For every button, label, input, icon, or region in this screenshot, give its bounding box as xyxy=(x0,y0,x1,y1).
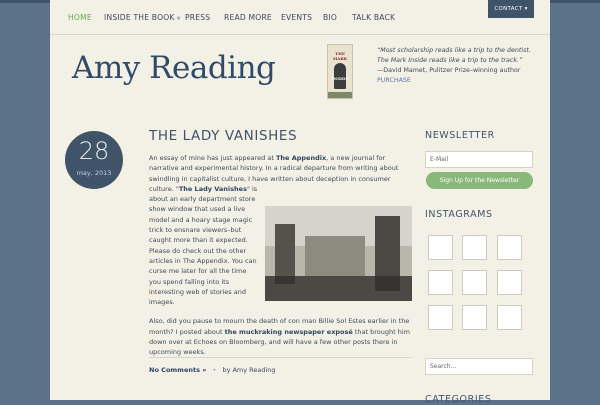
post-meta xyxy=(149,366,276,374)
post-text: that brought him down over at Echoes on Bloomberg, and will have a few other posts there in upcoming weeks. xyxy=(149,327,411,357)
newsletter-heading: NEWSLETTER xyxy=(425,130,495,141)
post-text: Also, did you pause to mourn the death of con man Billie Sol Estes earlier in the month? I posted about xyxy=(149,317,410,336)
instagram-thumbnail[interactable] xyxy=(497,235,522,260)
instagrams-heading: INSTAGRAMS xyxy=(425,209,493,220)
instagram-thumbnail[interactable] xyxy=(462,235,487,260)
book-cover-band xyxy=(328,92,352,98)
muckraking-expose-link[interactable]: the muckraking newspaper exposé xyxy=(224,327,353,336)
book-cover-title-3: INSIDE xyxy=(331,76,349,81)
post-paragraph-2 xyxy=(149,316,412,357)
post-text: An essay of mine has just appeared at xyxy=(149,154,276,162)
instagram-thumbnail[interactable] xyxy=(497,270,522,295)
newsletter-signup-button[interactable]: Sign Up for the Newsletter xyxy=(426,172,533,189)
post-divider xyxy=(149,357,412,358)
post-title[interactable]: THE LADY VANISHES xyxy=(149,128,298,144)
nav-item-label: INSIDE THE BOOK xyxy=(104,13,175,22)
post-byline: by Amy Reading xyxy=(222,366,276,374)
post-body xyxy=(149,153,412,367)
instagram-thumbnail[interactable] xyxy=(497,305,522,330)
instagram-thumbnail[interactable] xyxy=(428,270,453,295)
caret-down-icon: ▼ xyxy=(176,16,181,22)
email-field[interactable]: E-Mail xyxy=(425,151,533,168)
quote-open-mark: “ xyxy=(377,47,381,54)
instagram-thumbnail[interactable] xyxy=(462,270,487,295)
site-logo[interactable]: Amy Reading xyxy=(72,50,276,86)
nav-item-read-more[interactable]: READ MORE xyxy=(224,13,272,22)
nav-item-bio[interactable]: BIO xyxy=(323,13,338,22)
nav-item-press[interactable]: PRESS xyxy=(185,13,211,22)
instagram-thumbnail[interactable] xyxy=(462,305,487,330)
post-date-month-year: may, 2013 xyxy=(76,169,112,177)
post-date-day: 28 xyxy=(78,137,110,165)
nav-item-talk-back[interactable]: TALK BACK xyxy=(352,13,396,22)
book-quote xyxy=(377,46,542,86)
post-text: " is about an early department store show window that used a live model and a hoary stage magic trick to ensnare viewers–but caught more than it expected. Please do check out the other articles in The Appendix. You can curse me later for all the time you spend falling into its interesting web of stories and images. xyxy=(149,184,258,307)
nav-item-events[interactable]: EVENTS xyxy=(281,13,313,22)
instagram-thumbnail[interactable] xyxy=(428,305,453,330)
quote-text: Most scholarship reads like a trip to the dentist. The Mark Inside reads like a trip to the track. xyxy=(377,47,531,64)
store-window-photo[interactable] xyxy=(265,206,412,301)
quote-close-mark: ” xyxy=(518,57,523,64)
purchase-link[interactable]: PURCHASE xyxy=(377,77,411,84)
contact-button[interactable]: CONTACT ▾ xyxy=(488,0,534,18)
meta-bullet: • xyxy=(212,366,217,374)
post-text: , a new journal for narrative and experimental history. In a radical departure from writing about swindling in capitalist culture, I have written about deception in consumer culture. " xyxy=(149,154,399,193)
quote-attribution: —David Mamet, Pulitzer Prize–winning author xyxy=(377,67,521,74)
main-nav xyxy=(50,0,550,35)
search-input[interactable]: Search... xyxy=(425,358,533,375)
page xyxy=(50,0,550,405)
nav-item-inside-the-book[interactable] xyxy=(104,13,181,22)
book-cover-title-1: THE xyxy=(335,51,345,56)
lady-vanishes-link[interactable]: The Lady Vanishes xyxy=(178,184,247,193)
appendix-link[interactable]: The Appendix xyxy=(275,154,327,162)
book-cover-title-2: MARK xyxy=(332,56,348,61)
post-paragraph-1 xyxy=(149,153,412,307)
book-cover-image[interactable] xyxy=(327,44,353,99)
instagram-thumbnail[interactable] xyxy=(428,235,453,260)
nav-item-home[interactable]: HOME xyxy=(68,13,92,22)
comments-link[interactable]: No Comments » xyxy=(149,366,207,374)
post-date-badge xyxy=(65,131,123,189)
categories-heading: CATEGORIES xyxy=(425,394,492,405)
